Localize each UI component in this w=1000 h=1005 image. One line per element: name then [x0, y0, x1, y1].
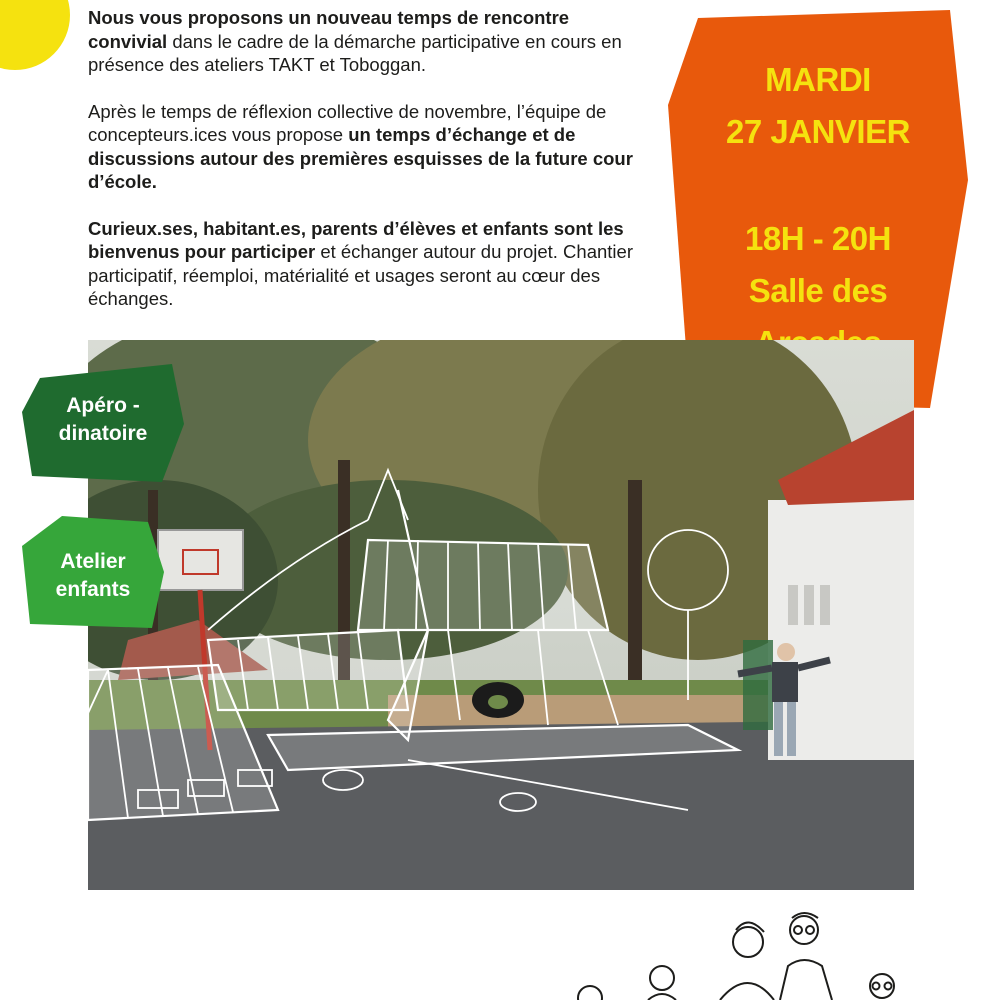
yellow-corner-shape	[0, 0, 70, 70]
event-day: MARDI	[765, 61, 871, 98]
intro-paragraph-2: Après le temps de réflexion collective de novembre, l’équipe de concepteurs.ices vous propose un temps d’échange et de discussions autour des premières esquisses de la future cour d’école.	[88, 100, 633, 192]
event-venue-line1: Salle des	[748, 272, 888, 309]
event-date: 27 JANVIER	[726, 113, 910, 150]
people-illustration	[560, 900, 1000, 1000]
tag-atelier-enfants: Atelier enfants	[22, 516, 164, 628]
schoolyard-illustration	[88, 340, 914, 890]
intro-paragraph-1: Nous vous proposons un nouveau temps de rencontre convivial dans le cadre de la démarche participative en cours en présence des ateliers TAKT et Toboggan.	[88, 7, 622, 75]
schoolyard-photo	[88, 340, 914, 890]
event-time: 18H - 20H	[745, 220, 891, 257]
intro-paragraph-3: Curieux.ses, habitant.es, parents d’élèves et enfants sont les bienvenus pour participer et échanger autour du projet. Chantier participatif, réemploi, matérialité et usages seront au cœur des échanges.	[88, 217, 633, 309]
tag-apero-dinatoire: Apéro - dinatoire	[22, 364, 184, 482]
intro-text	[88, 6, 648, 334]
